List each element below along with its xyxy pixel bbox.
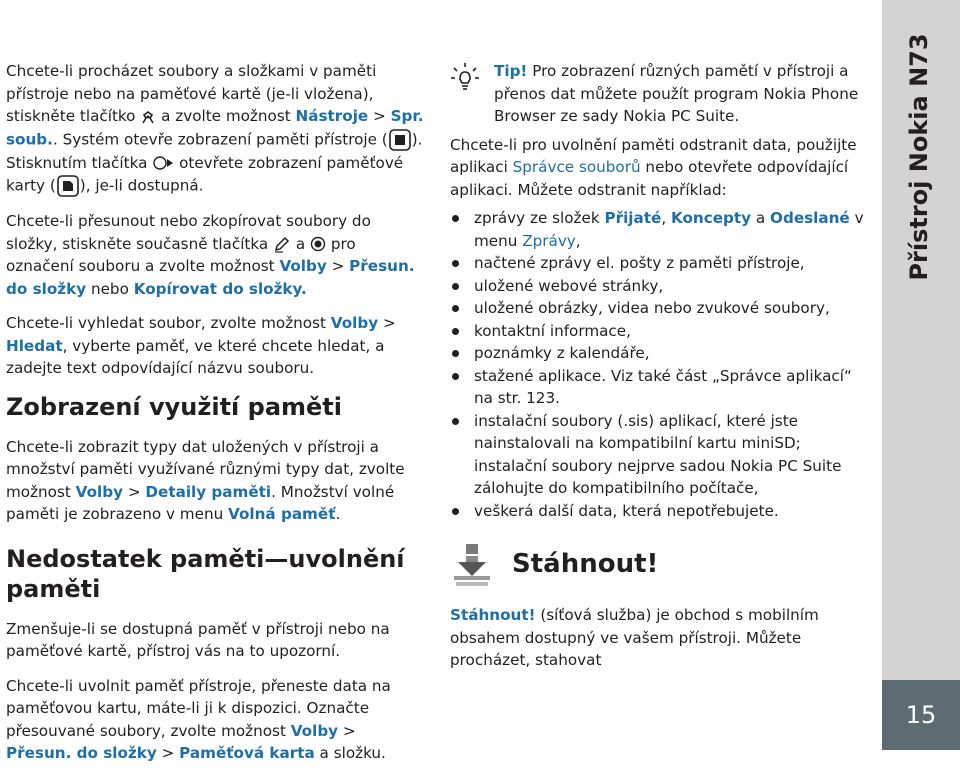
tip-text: Pro zobrazení různých pamětí v přístroji a přenos dat můžete použít program Nokia Phone Browser ze sady Nokia PC Suite.	[494, 62, 859, 125]
list-item	[450, 207, 868, 252]
text: a složku.	[314, 744, 386, 762]
memory-card-icon	[56, 174, 80, 198]
text: (síťová služba) je obchod s mobilním obsahem dostupný ve vašem přístroji. Můžete procházet, stahovat	[450, 606, 819, 669]
left-column	[6, 60, 424, 777]
text: ). Stisknutím tlačítka	[6, 130, 423, 172]
text: Chcete-li uvolnit paměť přístroje, přeneste data na paměťovou kartu, máte-li ji k dispozici. Označte přesouvané soubory, zvolte možnost	[6, 676, 391, 740]
text: .	[335, 505, 341, 523]
text: >	[368, 107, 391, 125]
text: >	[123, 482, 146, 501]
option-volby: Volby	[330, 314, 379, 332]
list-item: načtené zprávy el. pošty z paměti přístroje,	[450, 252, 868, 275]
text: zprávy ze složek	[474, 209, 605, 227]
paragraph-stahnout	[450, 604, 868, 672]
download-icon	[450, 540, 498, 588]
list-item: stažené aplikace. Viz také část „Správce aplikací“ na str. 123.	[450, 365, 868, 410]
paragraph-free-memory	[6, 675, 424, 765]
option-volby: Volby	[75, 482, 124, 501]
list-item: uložené webové stránky,	[450, 275, 868, 298]
text: a	[751, 209, 771, 227]
option-pametova-karta: Paměťová karta	[179, 744, 315, 762]
menu-zpravy: Zprávy	[522, 231, 576, 250]
menu-key-icon	[140, 109, 156, 125]
text: . Systém otevře zobrazení paměti přístroje (	[52, 130, 388, 148]
text: >	[378, 314, 396, 332]
deletable-items-list	[450, 207, 868, 522]
joystick-press-icon	[310, 236, 326, 252]
list-item: instalační soubory (.sis) aplikací, které jste nainstalovali na kompatibilní kartu miniSD; instalační soubory nejprve sadou Nokia PC Suite zálohujte do kompatibilního počítače,	[450, 410, 868, 500]
text: ,	[575, 231, 581, 250]
paragraph-low-memory-warning: Zmenšuje-li se dostupná paměť v přístroji nebo na paměťové kartě, přístroj vás na to upozorní.	[6, 619, 390, 660]
paragraph-memory-details	[6, 436, 424, 526]
heading-memory-usage: Zobrazení využití paměti	[6, 392, 342, 421]
folder-odeslane: Odeslané	[770, 209, 850, 227]
text: a zvolte možnost	[156, 107, 296, 125]
right-column	[450, 60, 868, 684]
option-volby: Volby	[279, 257, 327, 275]
option-presun-do-slozky: Přesun. do složky	[6, 257, 415, 298]
text: Chcete-li zobrazit typy dat uložených v přístroji a množství paměti využívané různými typy dat, zvolte možnost	[6, 437, 405, 501]
text: >	[326, 257, 350, 275]
text: a	[291, 234, 311, 253]
text: ), je-li dostupná.	[79, 176, 204, 195]
chapter-title	[894, 33, 944, 281]
text: , vyberte paměť, ve které chcete hledat, a zadejte text odpovídající názvu souboru.	[6, 336, 385, 377]
text: Chcete-li procházet soubory a složkami v paměti přístroje nebo na paměťové kartě (je-li vložena), stiskněte tlačítko	[6, 62, 377, 125]
text: Chcete-li přesunout nebo zkopírovat soubory do složky, stiskněte současně tlačítka	[6, 212, 371, 253]
option-volby: Volby	[290, 721, 339, 740]
chapter-title-text: Přístroj Nokia N73	[905, 33, 933, 281]
paragraph-delete-data	[450, 134, 868, 202]
option-kopirovat-do-slozky: Kopírovat do složky.	[133, 279, 307, 298]
text: pro označení souboru a zvolte možnost	[6, 234, 356, 275]
option-volna-pamet: Volná paměť	[228, 505, 336, 523]
tip-label: Tip!	[494, 62, 528, 80]
text: otevřete zobrazení paměťové karty (	[6, 153, 404, 195]
list-item: poznámky z kalendáře,	[450, 342, 868, 365]
option-nastroje: Nástroje	[295, 107, 369, 125]
text: Chcete-li vyhledat soubor, zvolte možnost	[6, 314, 331, 332]
list-item: uložené obrázky, videa nebo zvukové soubory,	[450, 297, 868, 320]
text: ,	[661, 209, 671, 227]
heading-low-memory: Nedostatek paměti—uvolnění paměti	[6, 544, 405, 603]
phone-memory-icon	[388, 128, 412, 152]
text: v menu	[474, 209, 864, 250]
option-detaily-pameti: Detaily paměti	[145, 482, 272, 501]
joystick-right-icon	[152, 155, 174, 171]
heading-stahnout: Stáhnout!	[512, 549, 659, 579]
text: Chcete-li pro uvolnění paměti odstranit data, použijte aplikaci	[450, 135, 857, 176]
list-item: veškerá další data, která nepotřebujete.	[450, 500, 868, 523]
folder-koncepty: Koncepty	[670, 209, 752, 227]
option-presun-do-slozky: Přesun. do složky	[6, 744, 157, 762]
option-hledat: Hledat	[6, 336, 63, 355]
paragraph-search	[6, 312, 424, 380]
chapter-sidebar	[882, 0, 960, 750]
stahnout-heading-row	[450, 540, 868, 588]
text: nebo	[86, 279, 134, 298]
text: >	[338, 721, 356, 740]
page-number: 15	[882, 680, 960, 750]
option-spr-soub: Spr. soub.	[6, 107, 424, 148]
service-stahnout: Stáhnout!	[450, 606, 536, 624]
lightbulb-icon	[450, 62, 480, 92]
text: . Množství volné paměti je zobrazeno v menu	[6, 482, 395, 523]
paragraph-browse-files	[6, 60, 424, 198]
option-spravce-souboru: Správce souborů	[512, 158, 641, 176]
text: >	[156, 744, 180, 762]
paragraph-move-files	[6, 210, 424, 300]
list-item: kontaktní informace,	[450, 320, 868, 343]
tip-box	[450, 60, 868, 128]
edit-pencil-icon	[273, 235, 291, 253]
folder-prijate: Přijaté	[604, 209, 662, 227]
text: nebo otevřete odpovídající aplikaci. Můžete odstranit například:	[450, 158, 849, 199]
